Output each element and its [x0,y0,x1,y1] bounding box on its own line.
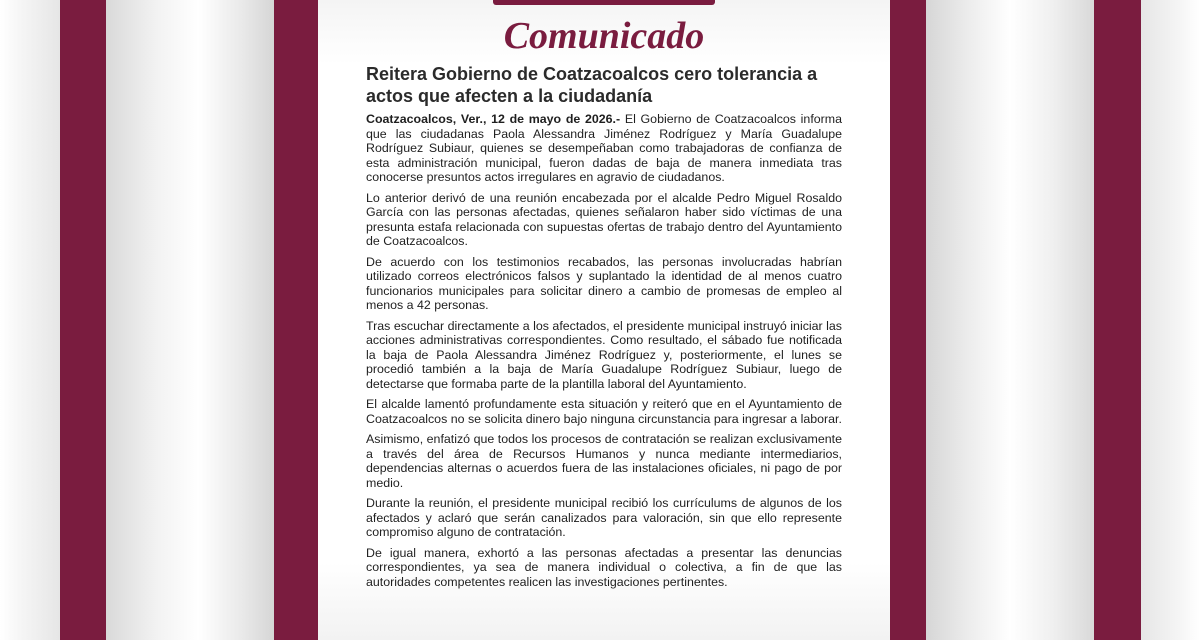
paragraph-4: Tras escuchar directamente a los afectados, el presidente municipal instruyó iniciar las acciones administrativas correspondientes. Como resultado, el sábado fue notificada la baja de Paola Alessandra Jiménez Rodríguez y, posteriormente, el lunes se procedió también a la baja de María Guadalupe Rodríguez Subiaur, luego de detectarse que formaba parte de la plantilla laboral del Ayuntamiento. [366,318,842,391]
press-release-document [318,0,890,640]
paragraph-3: De acuerdo con los testimonios recabados, las personas involucradas habrían utilizado correos electrónicos falsos y suplantado la identidad de al menos cuatro funcionarios municipales para solicitar dinero a cambio de promesas de empleo al menos a 42 personas. [366,254,842,312]
paragraph-5: El alcalde lamentó profundamente esta situación y reiteró que en el Ayuntamiento de Coatzacoalcos no se solicita dinero bajo ninguna circunstancia para ingresar a laborar. [366,397,842,426]
paragraph-7: Durante la reunión, el presidente municipal recibió los currículums de algunos de los afectados y aclaró que serán canalizados para valoración, sin que ello represente compromiso alguno de contratación. [366,496,842,539]
release-body [366,112,842,595]
maroon-stripe-left-outer [60,0,106,640]
maroon-stripe-left-inner [274,0,318,640]
header-tab [493,0,715,5]
blurred-background-right [1141,0,1200,640]
paragraph-1-text: El Gobierno de Coatzacoalcos informa que las ciudadanas Paola Alessandra Jiménez Rodríguez y María Guadalupe Rodríguez Subiaur, quienes se desempeñaban como trabajadoras de confianza de esta administración municipal, fueron dadas de baja de manera inmediata tras conocerse presuntos actos irregulares en agravio de ciudadanos. [366,112,842,184]
paragraph-1 [366,112,842,185]
paragraph-8: De igual manera, exhortó a las personas afectadas a presentar las denuncias correspondientes, ya sea de manera individual o colectiva, a fin de que las autoridades competentes realicen las investigaciones pertinentes. [366,545,842,589]
blurred-background-left-inner [106,0,274,640]
dateline: Coatzacoalcos, Ver., 12 de mayo de 2026.- [366,112,621,126]
maroon-stripe-right-outer [1094,0,1141,640]
release-title: Reitera Gobierno de Coatzacoalcos cero tolerancia a actos que afecten a la ciudadanía [366,64,818,106]
blurred-background-right-inner [926,0,1094,640]
paragraph-2: Lo anterior derivó de una reunión encabezada por el alcalde Pedro Miguel Rosaldo García con las personas afectadas, quienes señalaron haber sido víctimas de una presunta estafa relacionada con supuestas ofertas de trabajo dentro del Ayuntamiento de Coatzacoalcos. [366,190,842,248]
blurred-background-left [0,0,60,640]
document-heading: Comunicado [503,15,705,57]
paragraph-6: Asimismo, enfatizó que todos los procesos de contratación se realizan exclusivamente a través del área de Recursos Humanos y nunca mediante intermediarios, dependencias alternas o acuerdos fuera de las instalaciones oficiales, ni pago de por medio. [366,432,842,490]
maroon-stripe-right-inner [890,0,926,640]
